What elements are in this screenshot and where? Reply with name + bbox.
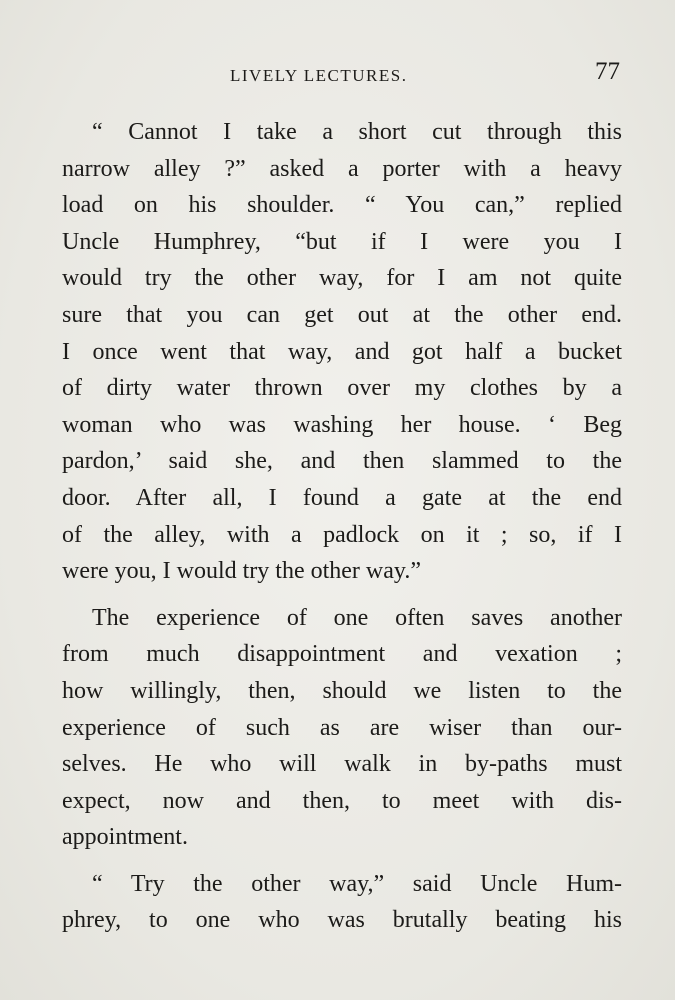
body-text [62,114,622,939]
text-line: Uncle Humphrey, “but if I were you I [62,228,622,255]
text-line: would try the other way, for I am not quite [62,265,622,292]
text-line: I once went that way, and got half a bucket [62,338,622,365]
page-header [62,58,622,92]
text-line: woman who was washing her house. ‘ Beg [62,411,622,438]
text-line: from much disappointment and vexation ; [62,641,622,668]
running-title: LIVELY LECTURES. [230,66,408,85]
text-line: narrow alley ?” asked a porter with a heavy [62,155,622,182]
text-line: how willingly, then, should we listen to the [62,677,622,704]
text-line: The experience of one often saves another [92,604,622,631]
text-line: “ Try the other way,” said Uncle Hum- [92,870,622,897]
text-line: pardon,’ said she, and then slammed to the [62,448,622,475]
paragraph [62,114,622,590]
text-line: experience of such as are wiser than our- [62,714,622,741]
text-line: appointment. [62,824,188,851]
text-line: sure that you can get out at the other end. [62,301,622,328]
text-line: were you, I would try the other way.” [62,558,421,585]
text-line: load on his shoulder. “ You can,” replied [62,192,622,219]
text-line: of the alley, with a padlock on it ; so, if I [62,521,622,548]
text-line: of dirty water thrown over my clothes by a [62,375,622,402]
text-line: door. After all, I found a gate at the end [62,484,622,511]
paragraph [62,600,622,856]
text-line: expect, now and then, to meet with dis- [62,787,622,814]
paragraph [62,866,622,939]
text-line: “ Cannot I take a short cut through this [92,119,622,145]
text-line: selves. He who will walk in by-paths must [62,751,622,778]
text-line: phrey, to one who was brutally beating his [62,907,622,934]
page-number: 77 [595,58,620,85]
